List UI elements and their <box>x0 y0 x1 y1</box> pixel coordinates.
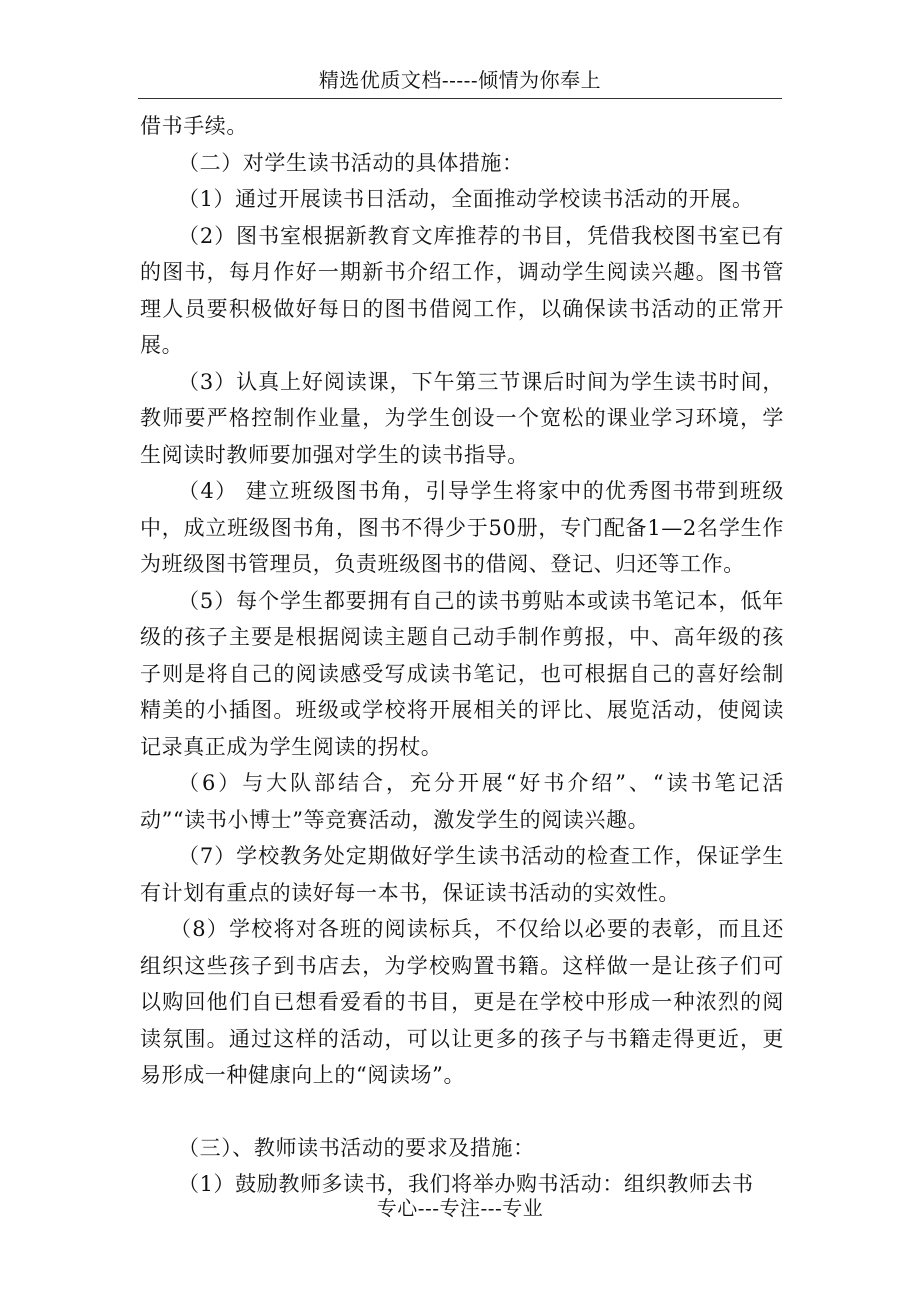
paragraph-item-7: （7）学校教务处定期做好学生读书活动的检查工作，保证学生有计划有重点的读好每一本书，保证读书活动的实效性。 <box>140 844 784 905</box>
section-heading-teachers: （三）、教师读书活动的要求及措施： <box>178 1135 535 1160</box>
section-heading-students: （二）对学生读书活动的具体措施： <box>178 150 524 175</box>
header-divider <box>138 98 782 99</box>
paragraph-gap <box>140 1094 784 1130</box>
paragraph-item-3: （3）认真上好阅读课，下午第三节课后时间为学生读书时间，教师要严格控制作业量，为学生创设一个宽松的课业学习环境，学生阅读时教师要加强对学生的读书指导。 <box>140 369 784 467</box>
paragraph-item-8: （8）学校将对各班的阅读标兵，不仅给以必要的表彰，而且还组织这些孩子到书店去，为学校购置书籍。这样做一是让孩子们可以购回他们自已想看爱看的书目，更是在学校中形成一种浓烈的阅读氛围。通过这样的活动，可以让更多的孩子与书籍走得更近，更易形成一种健康向上的“阅读场”。 <box>140 917 784 1087</box>
paragraph-item-2: （2）图书室根据新教育文库推荐的书目，凭借我校图书室已有的图书，每月作好一期新书介绍工作，调动学生阅读兴趣。图书管理人员要积极做好每日的图书借阅工作，以确保读书活动的正常开展。 <box>140 223 784 357</box>
page-footer: 专心---专注---专业 <box>376 1196 544 1220</box>
paragraph-item-6: （6）与大队部结合，充分开展“好书介绍”、“读书笔记活动”“读书小博士”等竞赛活动，激发学生的阅读兴趣。 <box>140 771 784 832</box>
document-body <box>140 108 784 1203</box>
paragraph-item-5: （5）每个学生都要拥有自己的读书剪贴本或读书笔记本，低年级的孩子主要是根据阅读主题自己动手制作剪报，中、高年级的孩子则是将自己的阅读感受写成读书笔记，也可根据自己的喜好绘制精美的小插图。班级或学校将开展相关的评比、展览活动，使阅读记录真正成为学生阅读的拐杖。 <box>140 588 784 759</box>
paragraph-teacher-item-1: （1）鼓励教师多读书，我们将举办购书活动：组织教师去书 <box>178 1172 754 1196</box>
paragraph-item-1: （1）通过开展读书日活动，全面推动学校读书活动的开展。 <box>178 187 754 211</box>
page-header: 精选优质文档-----倾情为你奉上 <box>318 68 602 92</box>
paragraph-item-4: （4） 建立班级图书角，引导学生将家中的优秀图书带到班级中，成立班级图书角，图书不得少于50册，专门配备1—2名学生作为班级图书管理员，负责班级图书的借阅、登记、归还等工作。 <box>140 479 784 576</box>
paragraph-continuation: 借书手续。 <box>140 114 248 138</box>
